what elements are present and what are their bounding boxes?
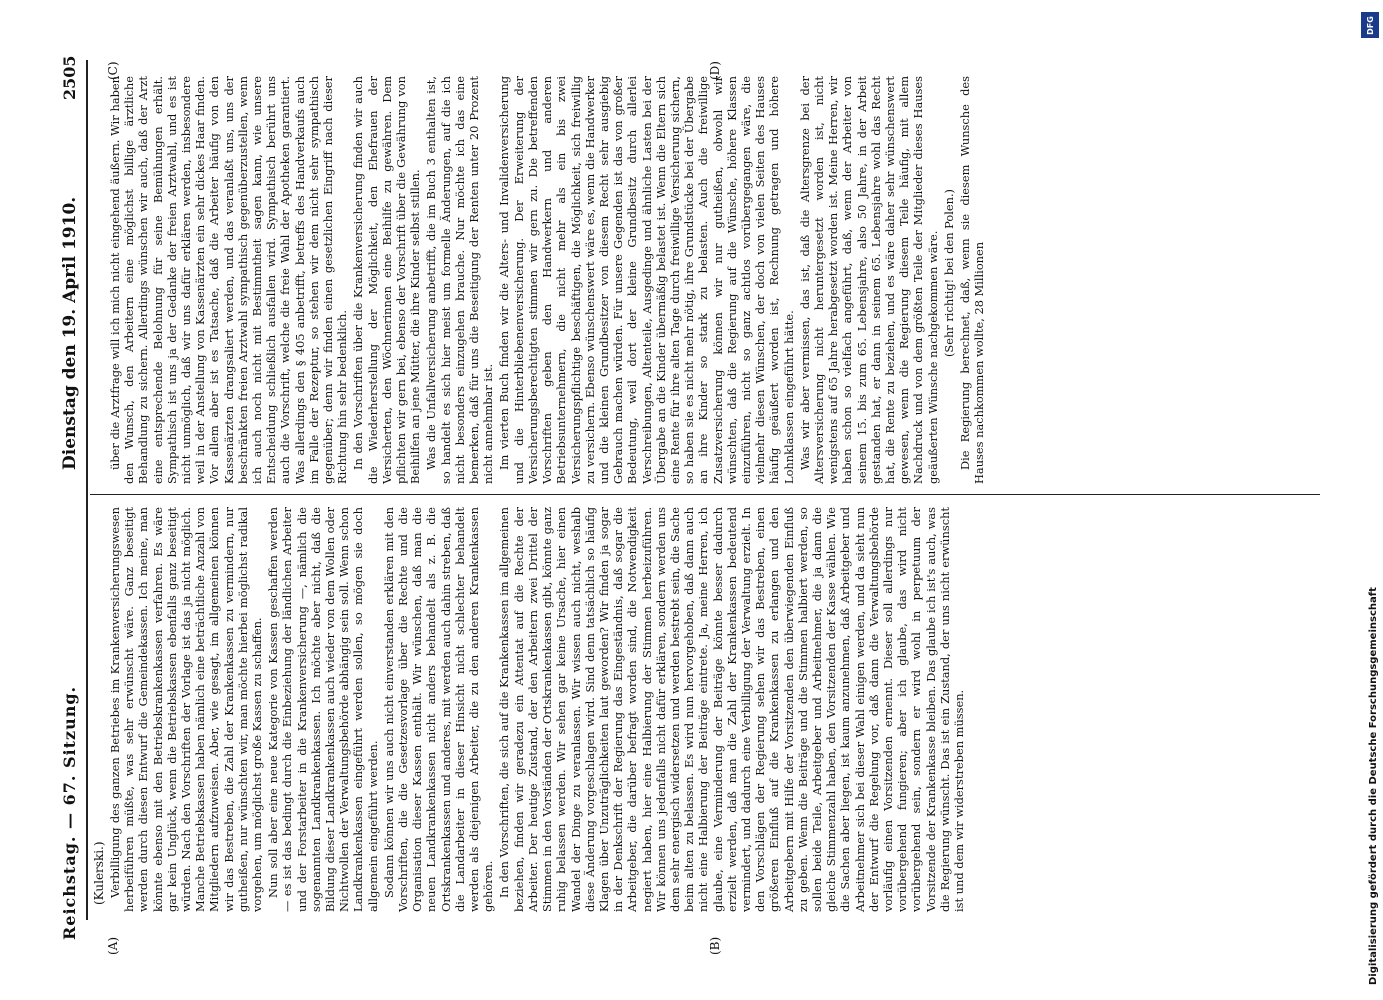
- marker-a: (A): [106, 936, 120, 955]
- dfg-badge-text: DFG: [1365, 15, 1375, 35]
- paragraph: In den Vorschriften über die Krankenversicherung finden wir auch die Wiederherstellung der Möglichkeit, den Ehefrauen der Versicherten, den Wöchnerinnen eine Beihilfe zu gewähren. Dem pflichten wir gern bei, ebenso der Vorschrift über die Gewährung von Beihilfen an jene Mütter, die ihre Kinder selbst stillen.: [351, 76, 423, 484]
- interjection: (Sehr richtig! bei den Polen.): [941, 188, 956, 358]
- marker-b: (B): [708, 936, 722, 955]
- digitization-credit: Digitalisierung gefördert durch die Deutsche Forschungsgemeinschaft: [1368, 587, 1379, 985]
- dfg-logo: [1361, 12, 1379, 38]
- speaker-name: (Kulerski.): [92, 841, 106, 905]
- page-number: 2505: [60, 55, 79, 100]
- paragraph: Nun soll aber eine neue Kategorie von Kassen geschaffen werden — es ist das bedingt durch die Einbeziehung der ländlichen Arbeiter und der Forstarbeiter in die Krankenversicherung —, nämlich die sogenannten Landkrankenkassen. Ich möchte aber nicht, daß die Bildung dieser Landkrankenkassen auch wieder von dem Wollen oder Nichtwollen der Verwaltungsbehörde abhängig sein soll. Wenn schon Landkrankenkassen eingeführt werden sollen, so mögen sie doch allgemein eingeführt werden.: [266, 507, 380, 912]
- column-divider: [90, 494, 1320, 495]
- paragraph: Verbilligung des ganzen Betriebes im Krankenversicherungswesen herbeiführen müßte, was sehr erwünscht wäre. Ganz beseitigt werden durch diesen Entwurf die Gemeindekassen. Ich meine, man könnte ebenso mit den Betriebskrankenkassen verfahren. Es wäre gar kein Unglück, wenn die Betriebskassen ebenfalls ganz beseitigt würden. Nach den Vorschriften der Vorlage ist das ja nicht möglich. Manche Betriebskassen haben nämlich eine beträchtliche Anzahl von Mitgliedern aufzuweisen. Aber, wie gesagt, im allgemeinen können wir das Bestreben, die Zahl der Krankenkassen zu vermindern, nur gutheißen, nur wünschten wir, man möchte hierbei möglichst radikal vorgehen, um möglichst große Kassen zu schaffen.: [108, 507, 265, 912]
- paragraph: Was die Unfallversicherung anbetrifft, die im Buch 3 enthalten ist, so handelt es sich hier meist um formelle Änderungen, auf die ich nicht besonders einzugehen brauche. Nur möchte ich das eine bemerken, daß für uns die Beseitigung der Renten unter 20 Prozent nicht annehmbar ist.: [424, 76, 496, 484]
- column-left: [108, 507, 1318, 912]
- header-date: Dienstag den 19. April 1910.: [60, 196, 80, 470]
- column-right: [108, 76, 1318, 484]
- paragraph: In den Vorschriften, die sich auf die Krankenkassen im allgemeinen beziehen, finden wir geradezu ein Attentat auf die Rechte der Arbeiter. Der heutige Zustand, der den Arbeitern zwei Drittel der Stimmen in den Vorständen der Ortskrankenkassen gibt, könnte ganz ruhig belassen werden. Wir sehen gar keine Ursache, hier einen Wandel der Dinge zu veranlassen. Wir wissen auch nicht, weshalb diese Änderung vorgeschlagen wird. Sind denn tatsächlich so häufig Klagen über Unzuträglichkeiten laut geworden? Wir finden ja sogar in der Denkschrift der Regierung das Eingeständnis, daß sogar die Arbeitgeber, die darüber befragt worden sind, die Notwendigkeit negiert haben, hier eine Halbierung der Stimmen herbeizuführen. Wir können uns jedenfalls nicht dafür erklären, sondern werden uns dem sehr energisch widersetzen und werden bestrebt sein, die Sache beim alten zu belassen. Es wird nun hervorgehoben, daß dann auch nicht eine Halbierung der Beiträge eintrete. Ja, meine Herren, ich glaube, eine Verminderung der Beiträge könnte besser dadurch erzielt werden, daß man die Zahl der Krankenkassen bedeutend vermindert, und dadurch eine Verbilligung der Verwaltung erzielt. In den Vorschlägen der Regierung sehen wir das Bestreben, einen größeren Einfluß auf die Krankenkassen zu erlangen und den Arbeitgebern mit Hilfe der Vorsitzenden den überwiegenden Einfluß zu geben. Wenn die Beiträge und die Stimmen halbiert werden, so sollen beide Teile, Arbeitgeber und Arbeitnehmer, die ja dann die gleiche Stimmenzahl haben, den Vorsitzenden der Kasse wählen. Wie die Sachen aber liegen, ist kaum anzunehmen, daß Arbeitgeber und Arbeitnehmer sich bei dieser Wahl einigen werden, und da sieht nun der Entwurf die Regelung vor, daß dann die Verwaltungsbehörde vorläufig einen Vorsitzenden ernennt. Dieser soll allerdings nur vorübergehend fungieren; aber ich glaube, das wird nicht vorübergehend sein, sondern er wird wohl in perpetuum der Vorsitzende der Krankenkasse bleiben. Das glaube ich ist's auch, was die Regierung wünscht. Das ist ein Zustand, der uns nicht erwünscht ist und dem wir widerstreben müssen.: [497, 507, 966, 912]
- marker-c: (C): [106, 61, 120, 80]
- paragraph: über die Arztfrage will ich mich nicht eingehend äußern. Wir haben den Wunsch, den Arbeitern eine möglichst billige ärztliche Behandlung zu sichern. Allerdings wünschen wir auch, daß der Arzt eine entsprechende Belohnung für seine Bemühungen erhält. Sympathisch ist uns ja der Gedanke der freien Arztwahl, und es ist nicht unmöglich, daß wir uns dafür erklären werden, insbesondere weil in der Anstellung von Kassenärzten ein sehr dickes Haar finden. Vor allem aber ist es Tatsache, daß die Arbeiter häufig von den Kassenärzten drangsaliert werden, und das veranlaßt uns, uns der beschränkten freien Arztwahl sympathisch gegenüberzustellen, wenn ich auch noch nicht mit Bestimmtheit sagen kann, wie unsere Entscheidung schließlich ausfallen wird. Sympathisch berührt uns auch die Vorschrift, welche die freie Wahl der Apotheken garantiert. Was allerdings den § 405 anbetrifft, betreffs des Handverkaufs auch im Falle der Rezeptur, so stehen wir dem nicht sehr sympathisch gegenüber; denn wir finden einen gesetzlichen Eingriff nach dieser Richtung hin sehr bedenklich.: [108, 76, 350, 484]
- header-session: Reichstag. — 67. Sitzung.: [60, 685, 79, 940]
- header-rule: [86, 60, 88, 920]
- paragraph: Sodann können wir uns auch nicht einverstanden erklären mit den Vorschriften, die die Gesetzesvorlage über die Rechte und die Organisation dieser Kassen enthält. Wir wünschen, daß man die neuen Landkrankenkassen nicht anders behandelt als z. B. die Ortskrankenkassen und anderes, mit werden auch dahin streben, daß die Landarbeiter in dieser Hinsicht nicht schlechter behandelt werden als diejenigen Arbeiter, die zu den anderen Krankenkassen gehören.: [381, 507, 496, 912]
- paragraph: Im vierten Buch finden wir die Alters- und Invalidenversicherung und die Hinterbliebenenversicherung. Der Erweiterung der Versicherungsberechtigten stimmen wir gern zu. Die betreffenden Vorschriften geben den Handwerkern und anderen Betriebsunternehmern, die nicht mehr als ein bis zwei Versicherungspflichtige beschäftigen, die Möglichkeit, sich freiwillig zu versichern. Ebenso wünschenswert wäre es, wenn die Handwerker und die kleinen Grundbesitzer von diesem Recht sehr ausgiebig Gebrauch machen würden. Für unsere Gegenden ist das von großer Bedeutung, weil dort der kleine Grundbesitz durch allerlei Verschreibungen, Altenteile, Ausgedinge und ähnliche Lasten bei der Übergabe an die Kinder übermäßig belastet ist. Wenn die Eltern sich eine Rente für ihre alten Tage durch freiwillige Versicherung sichern, so haben sie es nicht mehr nötig, ihre Grundstücke bei der Übergabe an ihre Kinder so stark zu belasten. Auch die freiwillige Zusatzversicherung können wir nur gutheißen, obwohl wir wünschten, daß die Regierung auf die Wünsche, höhere Klassen einzuführen, nicht so ganz achtlos vorübergegangen wäre, die vielmehr diesen Wünschen, der doch von vielen Seiten des Hauses häufig geäußert worden ist, Rechnung getragen und höhere Lohnklassen eingeführt hätte.: [497, 76, 796, 484]
- paragraph: Was wir aber vermissen, das ist, daß die Altersgrenze bei der Altersversicherung nicht heruntergesetzt worden ist, nicht wenigstens auf 65 Jahre herabgesetzt worden ist. Meine Herren, wir haben schon so vielfach angeführt, daß, wenn der Arbeiter von seinem 15. bis zum 65. Lebensjahre, also 50 Jahre, in der Arbeit gestanden hat, er dann in seinem 65. Lebensjahre wohl das Recht hat, die Rente zu beziehen, und es wäre daher sehr wünschenswert gewesen, wenn die Regierung diesem Teile häufig, mit allem Nachdruck und von dem größten Teile der Mitglieder dieses Hauses geäußerten Wünsche nachgekommen wäre.: [797, 76, 940, 484]
- paragraph: Die Regierung berechnet, daß, wenn sie diesem Wunsche des Hauses nachkommen wollte, 28 Millionen: [957, 76, 987, 484]
- marker-d: (D): [708, 61, 722, 80]
